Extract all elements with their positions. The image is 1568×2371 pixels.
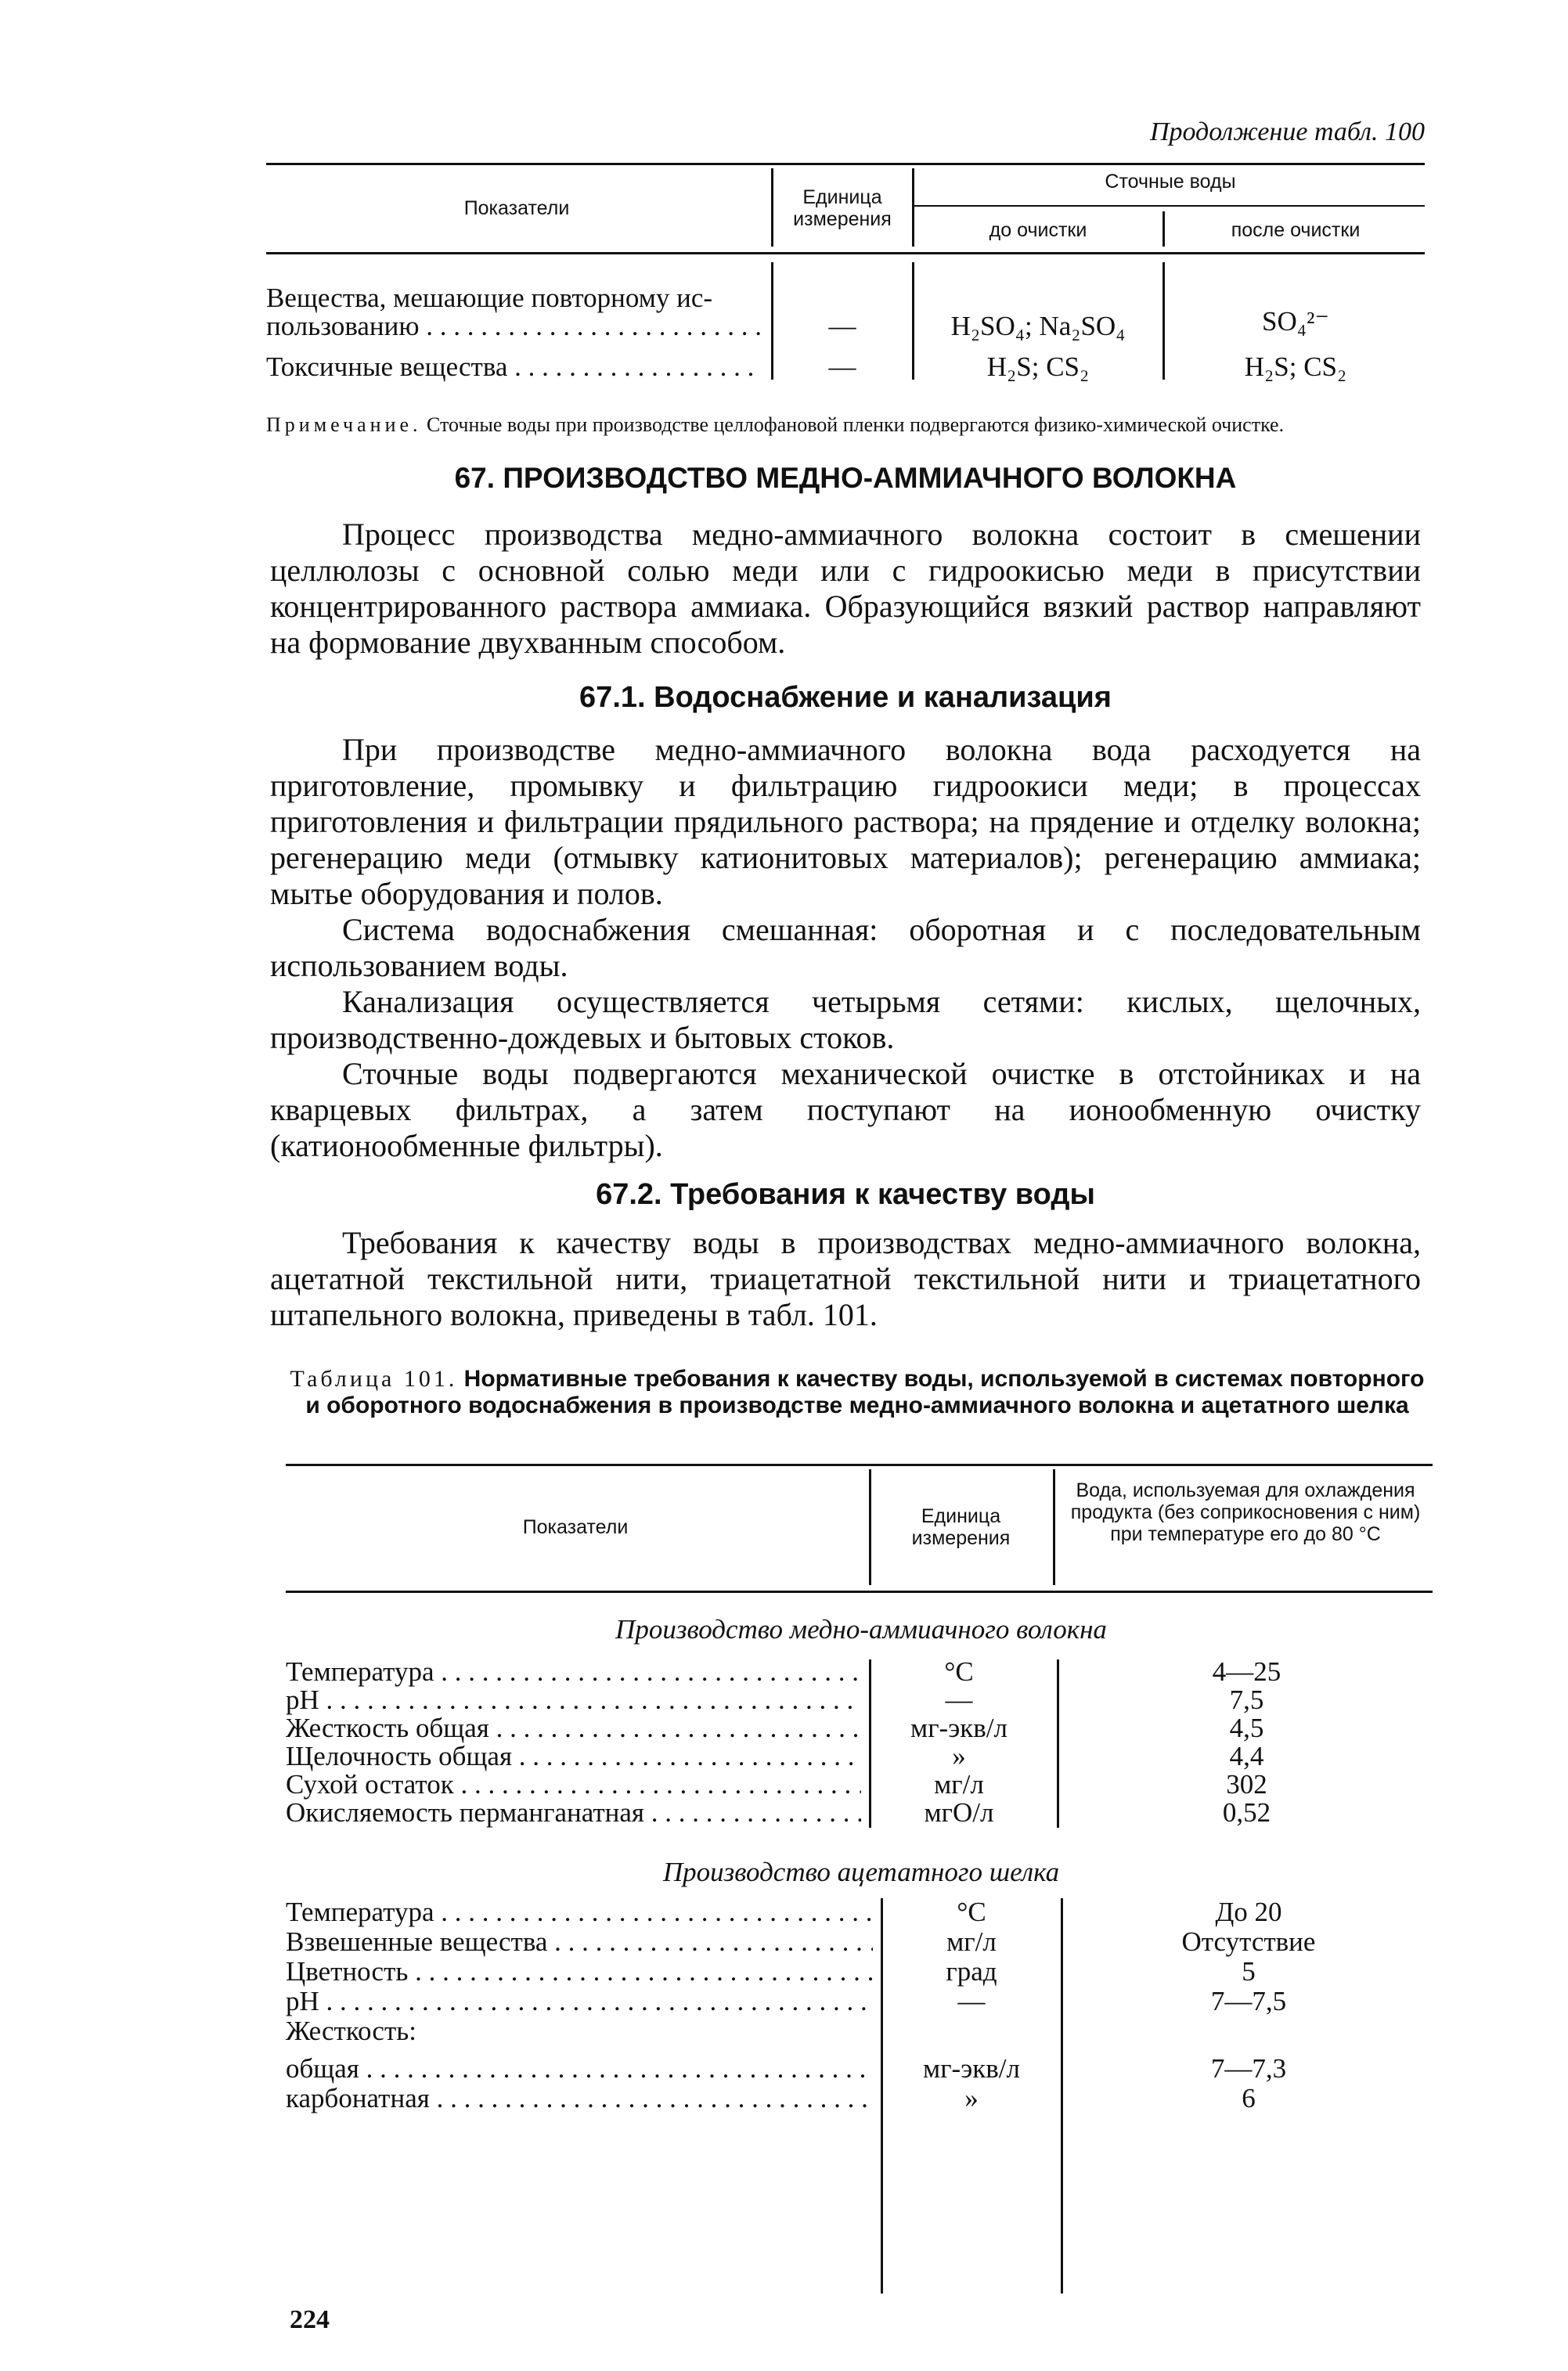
row-value: 7—7,5	[1210, 1986, 1287, 2016]
caption-prefix: Таблица 101.	[290, 1366, 458, 1392]
row-unit: мг/л	[934, 1769, 984, 1800]
row-name: Вещества, мешающие повторному ис-	[266, 283, 713, 313]
subsection-heading: 67.2. Требования к качеству воды	[596, 1178, 1095, 1211]
row-name: Температура . . .	[286, 1896, 873, 1929]
section-rows	[286, 1896, 1433, 2303]
table-rule	[1162, 211, 1165, 247]
table-rule	[286, 1464, 1433, 1466]
header-indicators: Показатели	[522, 1516, 629, 1538]
row-value: 4,5	[1229, 1713, 1264, 1743]
row-value: 6	[1242, 2083, 1256, 2113]
row-name: пользованию . . .	[266, 310, 761, 343]
row-unit: °С	[944, 1656, 974, 1687]
table-continuation-label: Продолжение табл. 100	[1149, 117, 1425, 146]
table-rule	[1053, 1469, 1055, 1585]
row-name: pH . . .	[286, 1684, 861, 1717]
header-before-treatment: до очистки	[989, 219, 1087, 241]
header-unit: Единица измерения	[793, 186, 892, 230]
subsection-heading: 67.1. Водоснабжение и канализация	[579, 681, 1112, 714]
row-after: SO₄²⁻	[1262, 306, 1329, 337]
table-rule	[912, 262, 914, 380]
row-name: Токсичные вещества . . .	[266, 351, 761, 384]
paragraph: Процесс производства медно-аммиачного волокна состоит в смешении целлюлозы с основной солью меди или с гидроокисью меди в присутствии концентрированного раствора аммиака. Образующийся вязкий раствор направляют на формование двухванным способом.	[270, 517, 1421, 660]
row-unit: мг/л	[946, 1926, 997, 1957]
row-unit: —	[957, 1986, 986, 2016]
header-indicators: Показатели	[463, 197, 570, 219]
row-unit: град	[946, 1956, 997, 1987]
row-unit: °С	[957, 1897, 986, 1927]
table-caption	[282, 1366, 1433, 1419]
paragraph: Система водоснабжения смешанная: оборотная и с последовательным использованием воды.	[270, 912, 1421, 983]
row-unit: »	[952, 1741, 966, 1771]
row-value: 7,5	[1229, 1685, 1264, 1715]
row-after: H₂S; CS₂	[1244, 351, 1347, 382]
header-unit: Единица измерения	[911, 1505, 1011, 1549]
row-unit: —	[945, 1685, 973, 1715]
table-note	[266, 413, 1425, 437]
row-name: Щелочность общая . . .	[286, 1740, 861, 1773]
row-value: 0,52	[1222, 1797, 1271, 1828]
table-rule	[912, 205, 1425, 207]
row-name: Окисляемость перманганатная . . .	[286, 1796, 861, 1829]
table-rule	[771, 262, 773, 380]
header-wastewater: Сточные воды	[1105, 171, 1236, 193]
row-name: Температура . . .	[286, 1656, 861, 1688]
row-name: Жесткость:	[286, 2016, 416, 2046]
note-label: Примечание.	[266, 413, 422, 436]
paragraph: При производстве медно-аммиачного волокна вода расходуется на приготовление, промывку и фильтрацию гидроокиси меди; в процессах приготовления и фильтрации прядильного раствора; на прядение и отделку волокна; регенерацию меди (отмывку катионитовых материалов); регенерацию аммиака; мытье оборудования и полов.	[270, 732, 1421, 911]
row-value: До 20	[1215, 1897, 1282, 1927]
page-number: 224	[290, 2305, 330, 2334]
row-name: Взвешенные вещества . . .	[286, 1926, 873, 1958]
table-section-title: Производство ацетатного шелка	[662, 1857, 1060, 1887]
header-after-treatment: после очистки	[1231, 219, 1361, 241]
table-rule	[869, 1469, 871, 1585]
section-rows	[286, 1656, 1433, 1836]
table-rule	[266, 252, 1425, 254]
row-name: Сухой остаток . . .	[286, 1768, 861, 1801]
table-rule	[1162, 262, 1165, 380]
note-text: Сточные воды при производстве целлофановой пленки подвергаются физико-химической очистке.	[421, 413, 1285, 436]
table-rule	[912, 168, 914, 247]
table-rule	[266, 163, 1425, 165]
table-section-title: Производство медно-аммиачного волокна	[615, 1614, 1107, 1645]
row-name: Жесткость общая . . .	[286, 1712, 861, 1745]
paragraph: Требования к качеству воды в производствах медно-аммиачного волокна, ацетатной текстильной нити, триацетатной текстильной нити и триацетатного штапельного волокна, приведены в табл. 101.	[270, 1225, 1421, 1332]
row-unit: мг-экв/л	[910, 1713, 1007, 1743]
row-value: 4,4	[1229, 1741, 1264, 1771]
row-before: H₂S; CS₂	[986, 351, 1090, 382]
row-unit: мг-экв/л	[923, 2053, 1020, 2084]
row-name: карбонатная . . .	[286, 2082, 873, 2115]
row-value: 4—25	[1212, 1656, 1281, 1687]
paragraph: Сточные воды подвергаются механической очистке в отстойниках и на кварцевых фильтрах, а затем поступают на ионообменную очистку (катионообменные фильтры).	[270, 1056, 1421, 1163]
header-cooling-water: Вода, используемая для охлаждения продукта (без соприкосновения с ним) при температуре его до 80 °С	[1070, 1479, 1421, 1545]
row-value: Отсутствие	[1181, 1926, 1316, 1957]
row-unit: мгО/л	[924, 1797, 994, 1828]
table-rule	[286, 1591, 1433, 1593]
table-rule	[771, 168, 773, 247]
row-unit: —	[828, 351, 856, 382]
row-value: 5	[1242, 1956, 1256, 1987]
section-heading: 67. ПРОИЗВОДСТВО МЕДНО-АММИАЧНОГО ВОЛОКНА	[454, 462, 1237, 494]
row-value: 302	[1226, 1769, 1267, 1800]
row-before: H₂SO₄; Na₂SO₄	[950, 311, 1126, 341]
caption-text: Нормативные требования к качеству воды, используемой в системах повторного и оборотного водоснабжения в производстве медно-аммиачного волокна и ацетатного шелка	[305, 1366, 1425, 1418]
row-unit: »	[964, 2083, 979, 2113]
row-name: pH . . .	[286, 1985, 873, 2018]
paragraph: Канализация осуществляется четырьмя сетями: кислых, щелочных, производственно-дождевых и бытовых стоков.	[270, 984, 1421, 1055]
row-name: Цветность . . .	[286, 1955, 873, 1988]
row-name: общая . . .	[286, 2052, 873, 2085]
row-value: 7—7,3	[1210, 2053, 1287, 2084]
row-unit: —	[828, 311, 856, 341]
